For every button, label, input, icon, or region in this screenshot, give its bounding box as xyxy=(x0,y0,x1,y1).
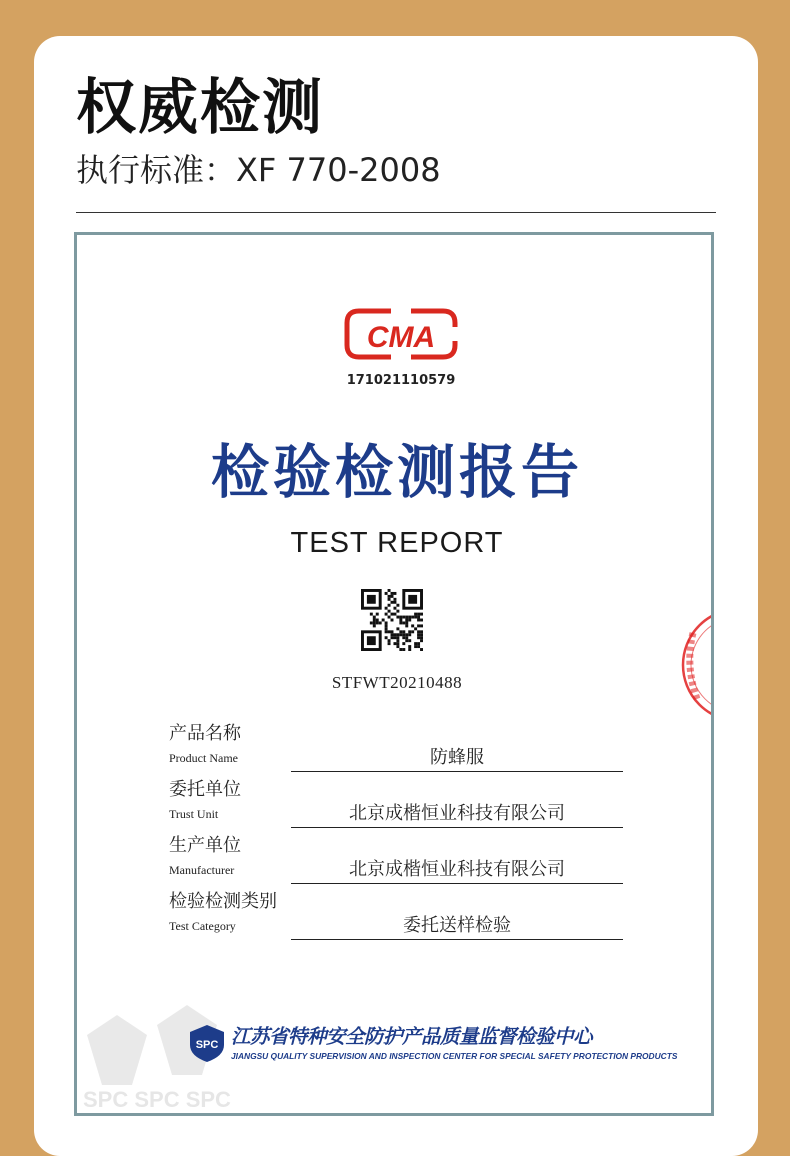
divider xyxy=(76,212,716,213)
report-title-en: TEST REPORT xyxy=(290,527,504,559)
issuer-name-cn: 江苏省特种安全防护产品质量监督检验中心 xyxy=(231,1025,593,1048)
field-trust-unit-label: 委托单位 Trust Unit xyxy=(169,779,241,821)
cma-text: CMA xyxy=(366,321,436,354)
issuer-name-en: JIANGSU QUALITY SUPERVISION AND INSPECTION CENTER FOR SPECIAL SAFETY PROTECTION PRODUCTS xyxy=(231,1051,678,1061)
cma-logo-icon xyxy=(343,307,459,361)
field-manufacturer-value: 北京成楷恒业科技有限公司 xyxy=(349,859,565,880)
field-product-name-label: 产品名称 Product Name xyxy=(169,723,241,765)
spc-logo-icon xyxy=(187,1023,227,1063)
field-product-name-value: 防蜂服 xyxy=(430,747,484,768)
svg-text:SPC SPC SPC: SPC SPC SPC xyxy=(83,1087,231,1112)
field-test-category-value: 委托送样检验 xyxy=(403,915,511,936)
cma-number: 171021110579 xyxy=(346,373,456,388)
field-underline xyxy=(291,827,623,828)
official-seal-icon xyxy=(655,603,714,723)
qr-code-icon xyxy=(361,589,423,651)
report-title-cn: 检验检测报告 xyxy=(210,438,583,506)
field-underline xyxy=(291,939,623,940)
test-report-document xyxy=(74,232,714,1116)
field-test-category-label: 检验检测类别 Test Category xyxy=(169,891,277,933)
field-trust-unit-value: 北京成楷恒业科技有限公司 xyxy=(349,803,565,824)
content-card xyxy=(34,36,758,1156)
issuer-block xyxy=(187,1021,678,1081)
field-manufacturer-label: 生产单位 Manufacturer xyxy=(169,835,241,877)
field-underline xyxy=(291,883,623,884)
field-underline xyxy=(291,771,623,772)
report-number: STFWT20210488 xyxy=(331,673,463,692)
svg-text:SPC: SPC xyxy=(195,1039,219,1051)
standard-text: 执行标准：XF 770-2008 xyxy=(76,151,441,189)
page-heading: 权威检测 xyxy=(76,73,324,143)
